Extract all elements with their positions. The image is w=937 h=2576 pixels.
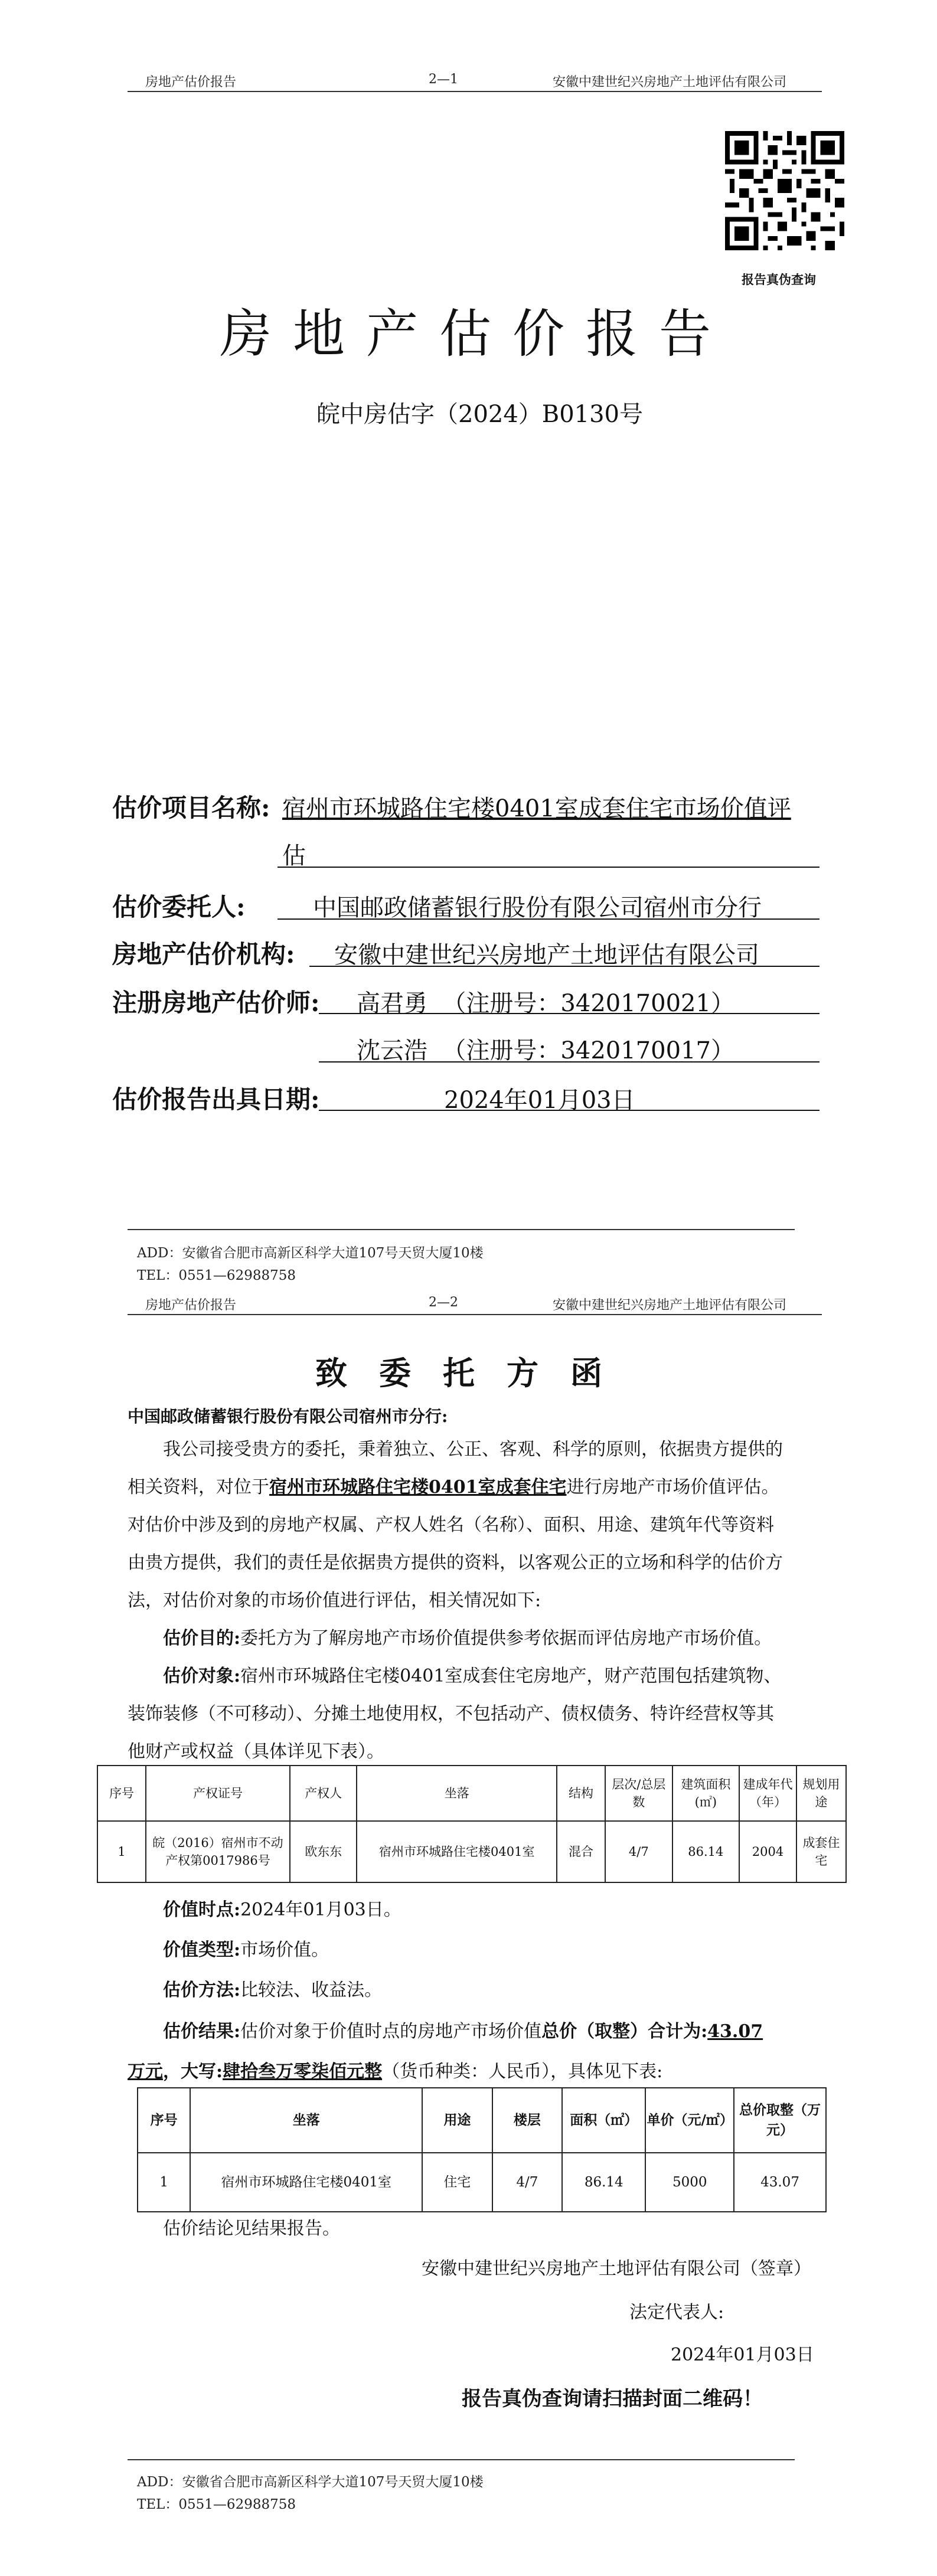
para1-line2 xyxy=(128,1469,830,1506)
valuation-td-1: 宿州市环城路住宅楼0401室 xyxy=(190,2153,422,2212)
value-date-label: 价值时点: xyxy=(163,1900,241,1920)
page1-footer-rule xyxy=(128,1229,795,1230)
page2-header-center: 2—2 xyxy=(429,1295,458,1310)
object-line3: 他财产或权益（具体详见下表）。 xyxy=(128,1741,384,1762)
result-line1 xyxy=(128,2013,830,2051)
value-date-text: 2024年01月03日。 xyxy=(240,1900,401,1920)
qr-code-icon[interactable] xyxy=(725,131,844,250)
property-th-5: 层次/总层数 xyxy=(605,1766,672,1821)
purpose-line xyxy=(128,1620,830,1658)
page1-header-rule xyxy=(128,91,822,92)
valuation-td-6: 43.07 xyxy=(734,2153,826,2212)
appraiser-1-underline xyxy=(319,1013,820,1014)
client-underline xyxy=(277,918,820,920)
para1-line5: 法，对估价对象的市场价值进行评估，相关情况如下: xyxy=(128,1590,541,1611)
appraiser-2: 沈云浩 （注册号：3420170017） xyxy=(357,1037,734,1064)
para1-line2-location: 宿州市环城路住宅楼0401室成套住宅 xyxy=(269,1477,567,1498)
page2-header-rule xyxy=(128,1314,822,1315)
project-name-value-cont: 估 xyxy=(282,842,306,869)
conclusion-note: 估价结论见结果报告。 xyxy=(163,2218,340,2239)
page1-footer-tel: TEL：0551—62988758 xyxy=(137,1268,296,1283)
property-td-6: 86.14 xyxy=(672,1821,740,1882)
para1-line4: 由贵方提供，我们的责任是依据贵方提供的资料，以客观公正的立场和科学的估价方 xyxy=(128,1552,783,1573)
value-type-text: 市场价值。 xyxy=(240,1940,329,1960)
property-table xyxy=(97,1765,847,1883)
signature-company: 安徽中建世纪兴房地产土地评估有限公司（签章） xyxy=(422,2258,811,2279)
valuation-td-2: 住宅 xyxy=(422,2153,492,2212)
value-date-line xyxy=(128,1891,830,1929)
agency-underline xyxy=(309,966,820,967)
page2-footer-address: ADD：安徽省合肥市高新区科学大道107号天贸大厦10楼 xyxy=(137,2474,484,2490)
project-name-label: 估价项目名称: xyxy=(112,793,270,822)
property-th-8: 规划用途 xyxy=(796,1766,846,1821)
report-date-label: 估价报告出具日期: xyxy=(112,1085,320,1114)
property-th-3: 坐落 xyxy=(357,1766,557,1821)
valuation-th-2: 用途 xyxy=(422,2088,492,2153)
page2-header-right: 安徽中建世纪兴房地产土地评估有限公司 xyxy=(553,1298,787,1313)
verify-note: 报告真伪查询请扫描封面二维码！ xyxy=(462,2387,763,2411)
property-th-0: 序号 xyxy=(97,1766,146,1821)
valuation-th-4: 面积（㎡） xyxy=(562,2088,645,2153)
result-line2 xyxy=(128,2053,830,2091)
agency-label: 房地产估价机构: xyxy=(112,940,295,969)
property-td-0: 1 xyxy=(97,1821,146,1882)
property-table-header-row xyxy=(97,1766,846,1821)
page2-header-left: 房地产估价报告 xyxy=(145,1298,237,1313)
page1-footer-address: ADD：安徽省合肥市高新区科学大道107号天贸大厦10楼 xyxy=(137,1245,484,1261)
result-unit: 万元 xyxy=(128,2061,163,2082)
property-td-7: 2004 xyxy=(739,1821,796,1882)
result-daxie-label: ，大写: xyxy=(163,2061,223,2082)
client-label: 估价委托人: xyxy=(112,893,246,921)
para1-line3: 对估价中涉及到的房地产权属、产权人姓名（名称）、面积、用途、建筑年代等资料 xyxy=(128,1515,774,1535)
result-daxie-amount: 肆拾叁万零柒佰元整 xyxy=(223,2061,383,2082)
purpose-label: 估价目的: xyxy=(163,1628,241,1649)
valuation-th-3: 楼层 xyxy=(492,2088,562,2153)
page2-footer-tel: TEL：0551—62988758 xyxy=(137,2497,296,2512)
qr-caption: 报告真伪查询 xyxy=(742,272,816,287)
purpose-text: 委托方为了解房地产市场价值提供参考依据而评估房地产市场价值。 xyxy=(240,1628,772,1649)
result-label: 估价结果: xyxy=(163,2021,241,2042)
valuation-table xyxy=(137,2087,827,2212)
report-date-value: 2024年01月03日 xyxy=(444,1087,635,1114)
property-td-1: 皖（2016）宿州市不动产权第0017986号 xyxy=(146,1821,290,1882)
method-line xyxy=(128,1972,830,2009)
para1-line1: 我公司接受贵方的委托，秉着独立、公正、客观、科学的原则，依据贵方提供的 xyxy=(163,1439,783,1460)
para1-line2-post: 进行房地产市场价值评估。 xyxy=(566,1477,779,1498)
property-th-2: 产权人 xyxy=(290,1766,357,1821)
value-type-label: 价值类型: xyxy=(163,1940,241,1960)
object-line2: 装饰装修（不可移动）、分摊土地使用权，不包括动产、债权债务、特许经营权等其 xyxy=(128,1704,774,1724)
project-name-underline xyxy=(277,867,820,868)
property-td-3: 宿州市环城路住宅楼0401室 xyxy=(357,1821,557,1882)
appraiser-2-underline xyxy=(319,1061,820,1063)
page1-header-center: 2—1 xyxy=(429,72,458,87)
property-td-5: 4/7 xyxy=(605,1821,672,1882)
valuation-td-4: 86.14 xyxy=(562,2153,645,2212)
valuation-th-0: 序号 xyxy=(138,2088,190,2153)
result-text-bold: 总价（取整）合计为: xyxy=(541,2021,708,2042)
appraiser-1: 高君勇 （注册号：3420170021） xyxy=(357,990,734,1017)
signature-date: 2024年01月03日 xyxy=(671,2345,814,2365)
valuation-td-3: 4/7 xyxy=(492,2153,562,2212)
report-date-underline xyxy=(319,1110,820,1111)
property-td-2: 欧东东 xyxy=(290,1821,357,1882)
valuation-td-0: 1 xyxy=(138,2153,190,2212)
report-number: 皖中房估字（2024）B0130号 xyxy=(316,401,643,428)
property-th-4: 结构 xyxy=(557,1766,605,1821)
valuation-td-5: 5000 xyxy=(645,2153,734,2212)
object-text-1: 宿州市环城路住宅楼0401室成套住宅房地产，财产范围包括建筑物、 xyxy=(240,1666,782,1686)
property-td-4: 混合 xyxy=(557,1821,605,1882)
method-label: 估价方法: xyxy=(163,1980,241,2000)
object-label: 估价对象: xyxy=(163,1666,241,1686)
result-text-1: 估价对象于价值时点的房地产市场价值 xyxy=(240,2021,542,2042)
signature-representative: 法定代表人: xyxy=(629,2302,724,2323)
para1-line2-pre: 相关资料，对位于 xyxy=(128,1477,269,1498)
valuation-th-1: 坐落 xyxy=(190,2088,422,2153)
property-td-8: 成套住宅 xyxy=(796,1821,846,1882)
report-title: 房地产估价报告 xyxy=(220,303,733,364)
letter-addressee: 中国邮政储蓄银行股份有限公司宿州市分行: xyxy=(128,1407,448,1426)
letter-title: 致委托方函 xyxy=(315,1354,634,1392)
page1-header-right: 安徽中建世纪兴房地产土地评估有限公司 xyxy=(553,75,787,90)
result-currency: （货币种类：人民币），具体见下表: xyxy=(382,2061,663,2082)
table-row xyxy=(97,1821,846,1882)
project-name-value: 宿州市环城路住宅楼0401室成套住宅市场价值评 xyxy=(282,795,791,822)
appraiser-label: 注册房地产估价师: xyxy=(112,988,320,1017)
table-row xyxy=(138,2153,826,2212)
page2-footer-rule xyxy=(128,2459,795,2460)
property-th-7: 建成年代（年） xyxy=(739,1766,796,1821)
method-text: 比较法、收益法。 xyxy=(240,1980,383,2000)
property-th-1: 产权证号 xyxy=(146,1766,290,1821)
valuation-th-5: 单价（元/㎡） xyxy=(645,2088,734,2153)
page1-header-left: 房地产估价报告 xyxy=(145,75,237,90)
agency-value: 安徽中建世纪兴房地产土地评估有限公司 xyxy=(334,942,759,969)
value-type-line xyxy=(128,1931,830,1969)
result-amount: 43.07 xyxy=(707,2021,763,2042)
property-th-6: 建筑面积(㎡) xyxy=(672,1766,740,1821)
valuation-table-header-row xyxy=(138,2088,826,2153)
client-value: 中国邮政储蓄银行股份有限公司宿州市分行 xyxy=(313,894,762,921)
valuation-th-6: 总价取整（万元） xyxy=(734,2088,826,2153)
object-line1 xyxy=(128,1658,830,1695)
